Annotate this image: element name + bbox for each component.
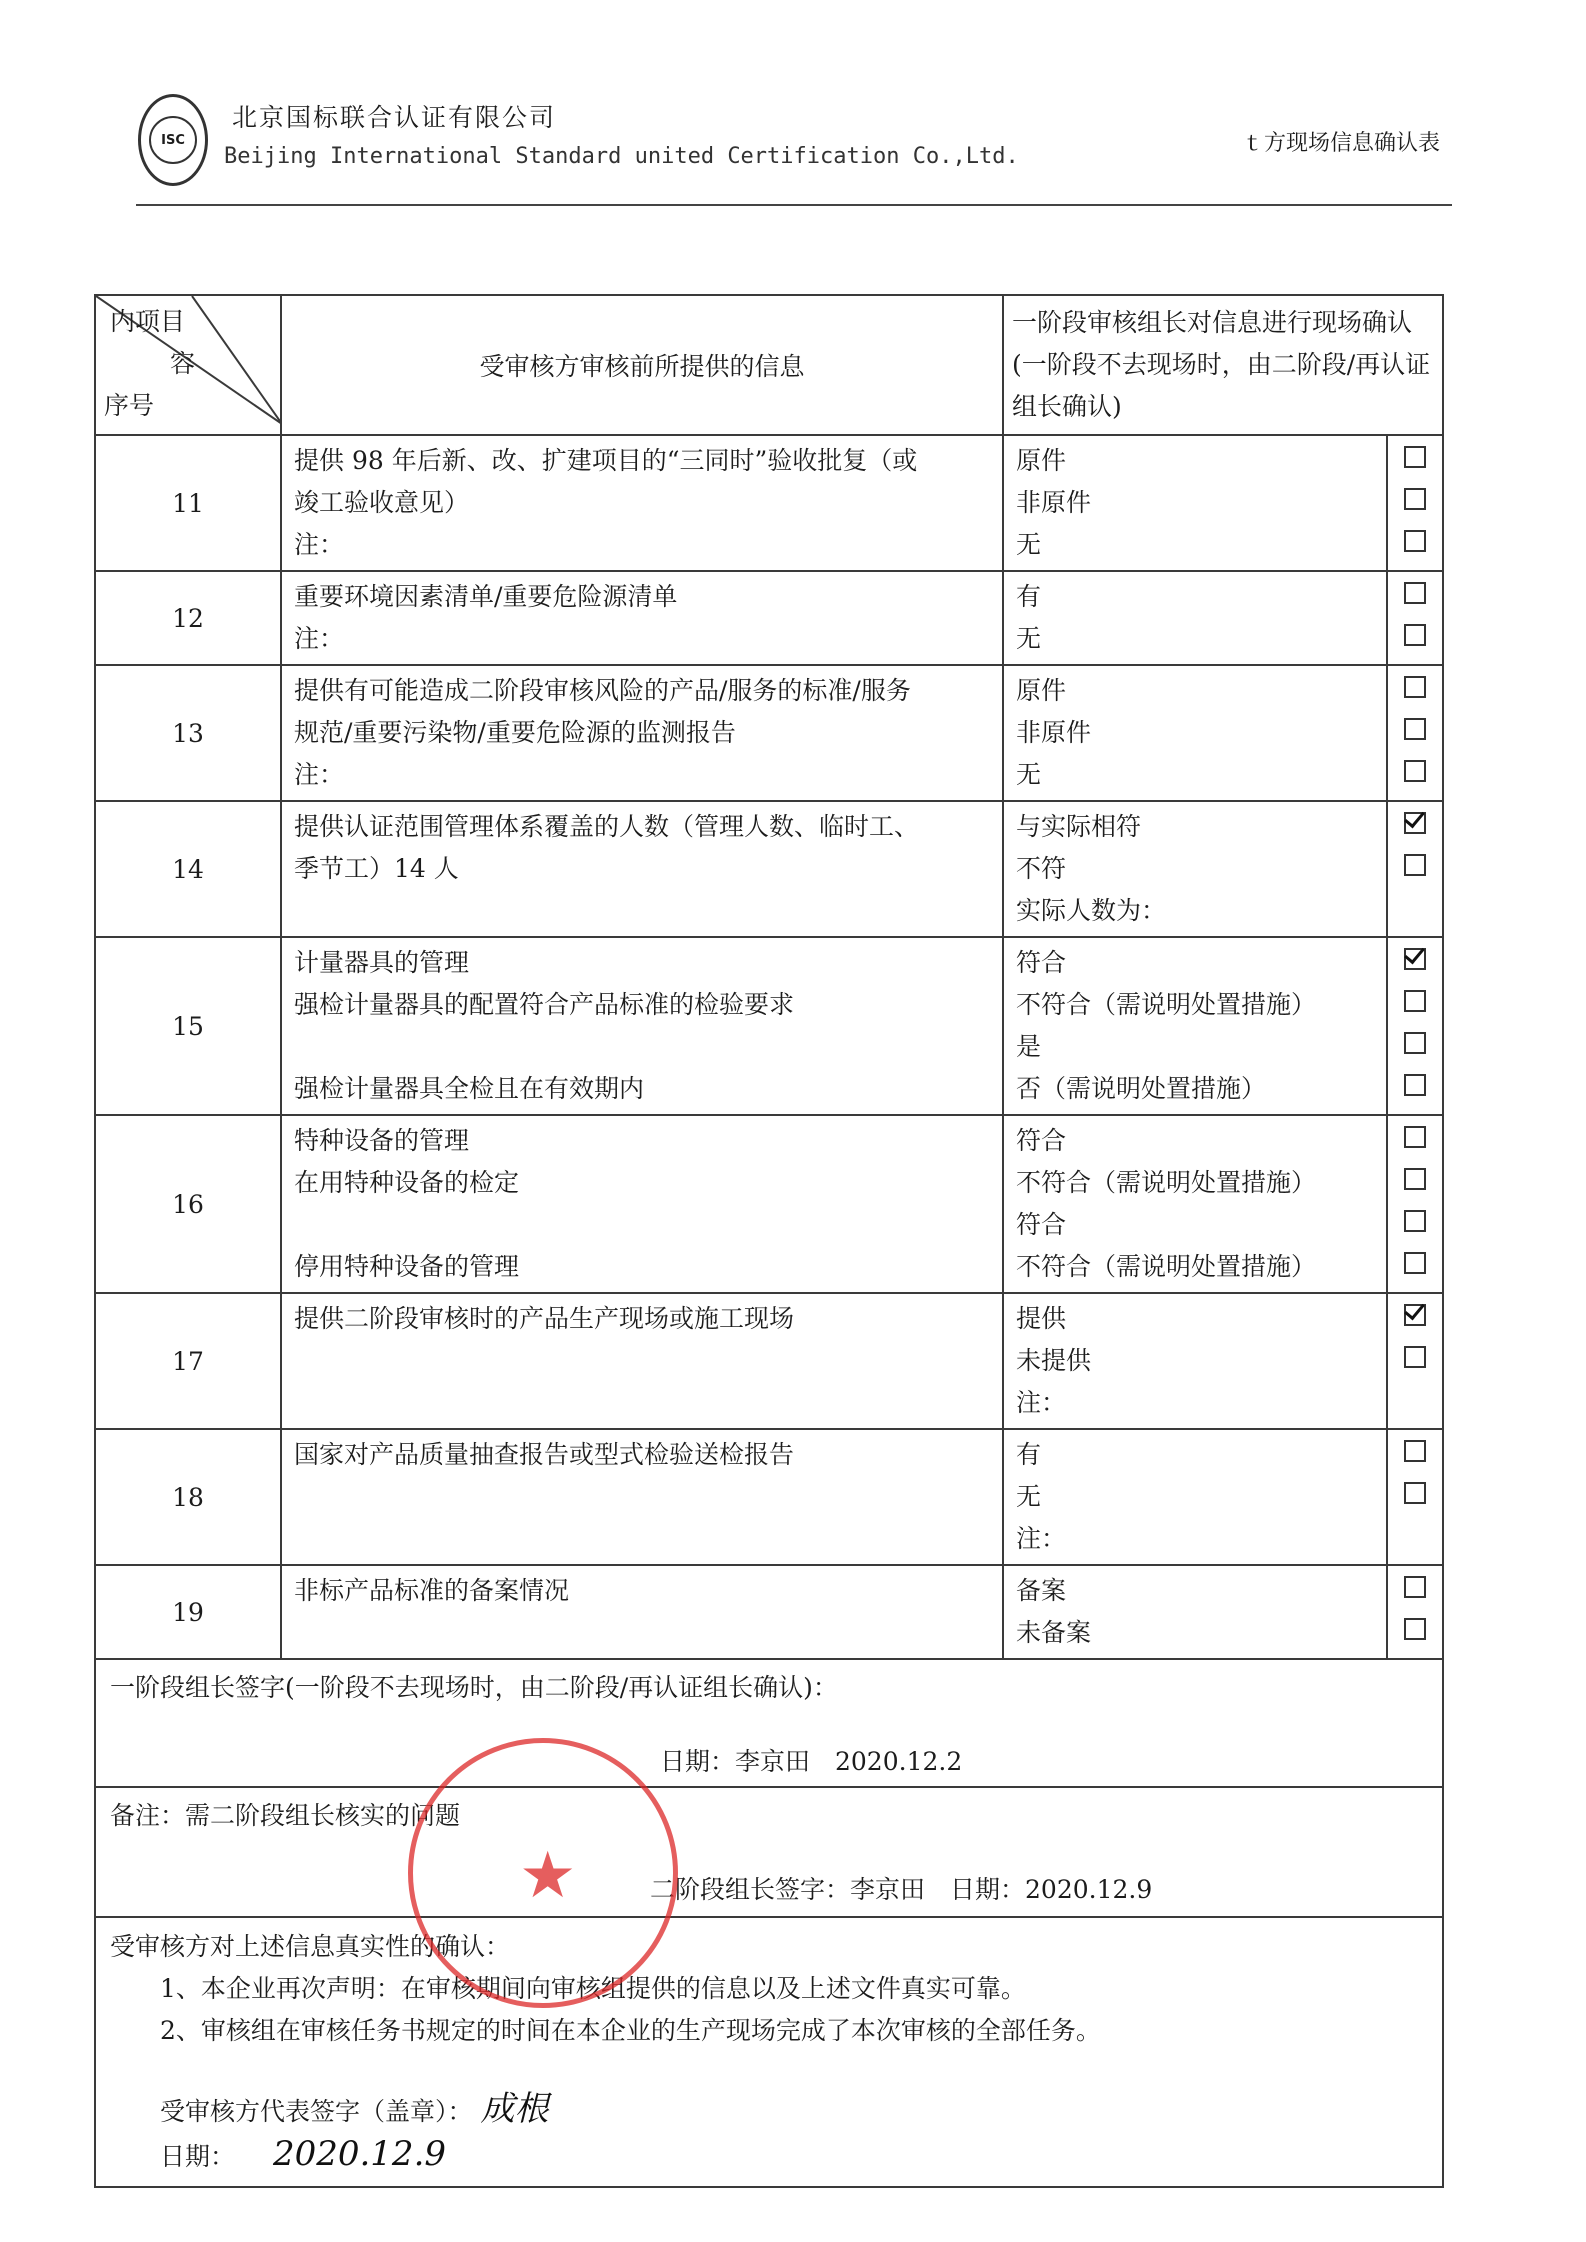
row-info: [281, 1293, 1003, 1429]
row-options: [1003, 665, 1387, 801]
checkbox[interactable]: [1404, 1346, 1426, 1368]
row-info: [281, 435, 1003, 571]
row-checkboxes: [1387, 1293, 1443, 1429]
row-options: [1003, 1565, 1387, 1659]
checkbox-slot: [1388, 806, 1442, 848]
checkbox-slot: [1388, 1246, 1442, 1288]
table-row: [95, 435, 1443, 571]
info-line: 提供 98 年后新、改、扩建项目的“三同时”验收批复（或: [294, 446, 918, 475]
checkbox-slot: [1388, 1434, 1442, 1476]
info-line: 停用特种设备的管理: [294, 1252, 520, 1281]
row-checkboxes: [1387, 801, 1443, 937]
corner-label-top: 内项目: [110, 307, 186, 336]
checkbox-slot: [1388, 1162, 1442, 1204]
row-number: 19: [95, 1565, 281, 1659]
header-divider: [136, 204, 1452, 206]
confirm-column-header: 一阶段审核组长对信息进行现场确认(一阶段不去现场时，由二阶段/再认证组长确认): [1003, 295, 1443, 435]
info-line: 注：: [294, 624, 345, 653]
checkbox[interactable]: [1404, 1126, 1426, 1148]
row-number: 15: [95, 937, 281, 1115]
document-title: ｔ方现场信息确认表: [1241, 131, 1440, 156]
checkbox[interactable]: [1404, 676, 1426, 698]
row-number: 14: [95, 801, 281, 937]
company-logo: [138, 94, 208, 186]
option-label: 备案: [1016, 1576, 1067, 1605]
table-row: [95, 1429, 1443, 1565]
info-line: 注：: [294, 760, 345, 789]
row-info: [281, 571, 1003, 665]
checkbox-slot: [1388, 890, 1442, 932]
checkbox-slot: [1388, 440, 1442, 482]
row-number: 17: [95, 1293, 281, 1429]
checkbox-slot: [1388, 618, 1442, 660]
table-corner-cell: [95, 295, 281, 435]
table-row: [95, 937, 1443, 1115]
representative-signature: 成根: [480, 2089, 549, 2129]
row-number: 18: [95, 1429, 281, 1565]
option-label: 注：: [1016, 1388, 1067, 1417]
option-label: 非原件: [1016, 488, 1092, 517]
confirmation-title: 受审核方对上述信息真实性的确认：: [110, 1932, 511, 1961]
table-row: [95, 1115, 1443, 1293]
confirmation-date-value: 2020.12.9: [272, 2134, 447, 2174]
option-label: 不符合（需说明处置措施）: [1016, 990, 1317, 1019]
option-label: 无: [1016, 530, 1042, 559]
letterhead: [128, 88, 1448, 208]
checkbox-slot: [1388, 1120, 1442, 1162]
checkbox-slot: [1388, 942, 1442, 984]
checkbox-slot: [1388, 1026, 1442, 1068]
remarks-label: 备注：需二阶段组长核实的问题: [110, 1801, 461, 1830]
table-body: [95, 435, 1443, 1659]
info-line: [294, 1204, 990, 1246]
corner-label-mid: 容: [170, 349, 196, 378]
row-info: [281, 1115, 1003, 1293]
confirmation-cell: [95, 1917, 1443, 2187]
checkbox-slot: [1388, 1570, 1442, 1612]
checkbox[interactable]: [1404, 530, 1426, 552]
info-line: 国家对产品质量抽查报告或型式检验送检报告: [294, 1440, 795, 1469]
checkbox-slot: [1388, 482, 1442, 524]
checkbox-slot: [1388, 984, 1442, 1026]
row-info: [281, 665, 1003, 801]
row-checkboxes: [1387, 1115, 1443, 1293]
checkbox[interactable]: [1404, 624, 1426, 646]
checkbox[interactable]: [1404, 1210, 1426, 1232]
option-label: 是: [1016, 1032, 1042, 1061]
option-label: 符合: [1016, 1210, 1067, 1239]
info-line: 提供二阶段审核时的产品生产现场或施工现场: [294, 1304, 795, 1333]
option-label: 不符: [1016, 854, 1067, 883]
row-checkboxes: [1387, 1429, 1443, 1565]
checkbox-checked[interactable]: [1404, 948, 1426, 970]
info-line: 规范/重要污染物/重要危险源的监测报告: [294, 718, 736, 747]
option-label: 原件: [1016, 446, 1067, 475]
row-number: 13: [95, 665, 281, 801]
info-confirmation-table: [94, 294, 1444, 2188]
option-label: 未备案: [1016, 1618, 1092, 1647]
checkbox[interactable]: [1404, 1482, 1426, 1504]
checkbox[interactable]: [1404, 488, 1426, 510]
info-line: 强检计量器具的配置符合产品标准的检验要求: [294, 990, 795, 1019]
row-info: [281, 801, 1003, 937]
option-label: 实际人数为：: [1016, 896, 1167, 925]
logo-mark: ISC: [149, 116, 197, 164]
option-label: 原件: [1016, 676, 1067, 705]
info-line: [294, 1026, 990, 1068]
table-row: [95, 1293, 1443, 1429]
option-label: 不符合（需说明处置措施）: [1016, 1252, 1317, 1281]
option-label: 无: [1016, 760, 1042, 789]
checkbox-slot: [1388, 524, 1442, 566]
checkbox-slot: [1388, 1298, 1442, 1340]
checkbox-slot: [1388, 1382, 1442, 1424]
table-row: [95, 801, 1443, 937]
row-options: [1003, 435, 1387, 571]
option-label: 未提供: [1016, 1346, 1092, 1375]
info-line: 非标产品标准的备案情况: [294, 1576, 570, 1605]
info-line: 在用特种设备的检定: [294, 1168, 520, 1197]
option-label: 非原件: [1016, 718, 1092, 747]
checkbox[interactable]: [1404, 1618, 1426, 1640]
info-line: 竣工验收意见）: [294, 488, 470, 517]
stage1-signature-label: 一阶段组长签字(一阶段不去现场时，由二阶段/再认证组长确认)：: [110, 1673, 838, 1702]
option-label: 有: [1016, 1440, 1042, 1469]
option-label: 与实际相符: [1016, 812, 1142, 841]
row-options: [1003, 937, 1387, 1115]
info-line: 提供有可能造成二阶段审核风险的产品/服务的标准/服务: [294, 676, 911, 705]
row-info: [281, 1429, 1003, 1565]
checkbox-checked[interactable]: [1404, 1304, 1426, 1326]
table-row: [95, 665, 1443, 801]
checkbox-slot: [1388, 1518, 1442, 1560]
row-number: 11: [95, 435, 281, 571]
row-info: [281, 1565, 1003, 1659]
info-line: 特种设备的管理: [294, 1126, 470, 1155]
checkbox-slot: [1388, 1068, 1442, 1110]
option-label: 有: [1016, 582, 1042, 611]
checkbox-slot: [1388, 848, 1442, 890]
table-row: [95, 1565, 1443, 1659]
row-options: [1003, 1115, 1387, 1293]
option-label: 无: [1016, 1482, 1042, 1511]
checkbox[interactable]: [1404, 1032, 1426, 1054]
row-checkboxes: [1387, 1565, 1443, 1659]
representative-label: 受审核方代表签字（盖章）：: [160, 2097, 473, 2126]
stage2-signature-line: 二阶段组长签字：李京田 日期：2020.12.9: [650, 1875, 1153, 1904]
info-column-header: 受审核方审核前所提供的信息: [281, 295, 1003, 435]
checkbox-slot: [1388, 754, 1442, 796]
stage1-date-line: 日期：李京田 2020.12.2: [660, 1747, 963, 1776]
representative-line: [110, 2088, 1428, 2133]
checkbox-slot: [1388, 1340, 1442, 1382]
confirmation-date-label: 日期：: [160, 2142, 236, 2171]
info-line: 注：: [294, 530, 345, 559]
checkbox[interactable]: [1404, 1074, 1426, 1096]
checkbox[interactable]: [1404, 990, 1426, 1012]
option-label: 符合: [1016, 948, 1067, 977]
checkbox[interactable]: [1404, 1576, 1426, 1598]
checkbox-slot: [1388, 1476, 1442, 1518]
confirmation-item-1: 1、本企业再次声明：在审核期间向审核组提供的信息以及上述文件真实可靠。: [160, 1974, 1026, 2003]
checkbox[interactable]: [1404, 582, 1426, 604]
table-row: [95, 571, 1443, 665]
confirmation-date-line: [110, 2133, 1428, 2178]
info-line: 重要环境因素清单/重要危险源清单: [294, 582, 678, 611]
checkbox-slot: [1388, 670, 1442, 712]
checkbox[interactable]: [1404, 854, 1426, 876]
checkbox-slot: [1388, 1204, 1442, 1246]
row-options: [1003, 801, 1387, 937]
row-options: [1003, 1293, 1387, 1429]
info-line: 季节工）14 人: [294, 854, 459, 883]
row-number: 12: [95, 571, 281, 665]
checkbox[interactable]: [1404, 718, 1426, 740]
option-label: 符合: [1016, 1126, 1067, 1155]
option-label: 否（需说明处置措施）: [1016, 1074, 1267, 1103]
row-number: 16: [95, 1115, 281, 1293]
checkbox[interactable]: [1404, 1440, 1426, 1462]
option-label: 提供: [1016, 1304, 1067, 1333]
company-name-cn: 北京国标联合认证有限公司: [232, 103, 557, 132]
row-options: [1003, 1429, 1387, 1565]
company-name-en: Beijing International Standard united Certification Co.,Ltd.: [224, 144, 1019, 169]
confirmation-item-2: 2、审核组在审核任务书规定的时间在本企业的生产现场完成了本次审核的全部任务。: [160, 2016, 1101, 2045]
stage1-signature-cell: [95, 1659, 1443, 1787]
checkbox-slot: [1388, 712, 1442, 754]
row-info: [281, 937, 1003, 1115]
row-checkboxes: [1387, 665, 1443, 801]
checkbox[interactable]: [1404, 1252, 1426, 1274]
option-label: 注：: [1016, 1524, 1067, 1553]
option-label: 无: [1016, 624, 1042, 653]
checkbox-checked[interactable]: [1404, 812, 1426, 834]
info-line: 提供认证范围管理体系覆盖的人数（管理人数、临时工、: [294, 812, 920, 841]
checkbox[interactable]: [1404, 446, 1426, 468]
option-label: 不符合（需说明处置措施）: [1016, 1168, 1317, 1197]
info-line: 强检计量器具全检且在有效期内: [294, 1074, 645, 1103]
row-checkboxes: [1387, 571, 1443, 665]
row-options: [1003, 571, 1387, 665]
checkbox-slot: [1388, 1612, 1442, 1654]
checkbox[interactable]: [1404, 1168, 1426, 1190]
remarks-cell: [95, 1787, 1443, 1917]
checkbox[interactable]: [1404, 760, 1426, 782]
row-checkboxes: [1387, 937, 1443, 1115]
row-checkboxes: [1387, 435, 1443, 571]
corner-label-bottom: 序号: [104, 391, 155, 420]
info-line: 计量器具的管理: [294, 948, 470, 977]
checkbox-slot: [1388, 576, 1442, 618]
seal-star-icon: ★: [519, 1839, 577, 1913]
